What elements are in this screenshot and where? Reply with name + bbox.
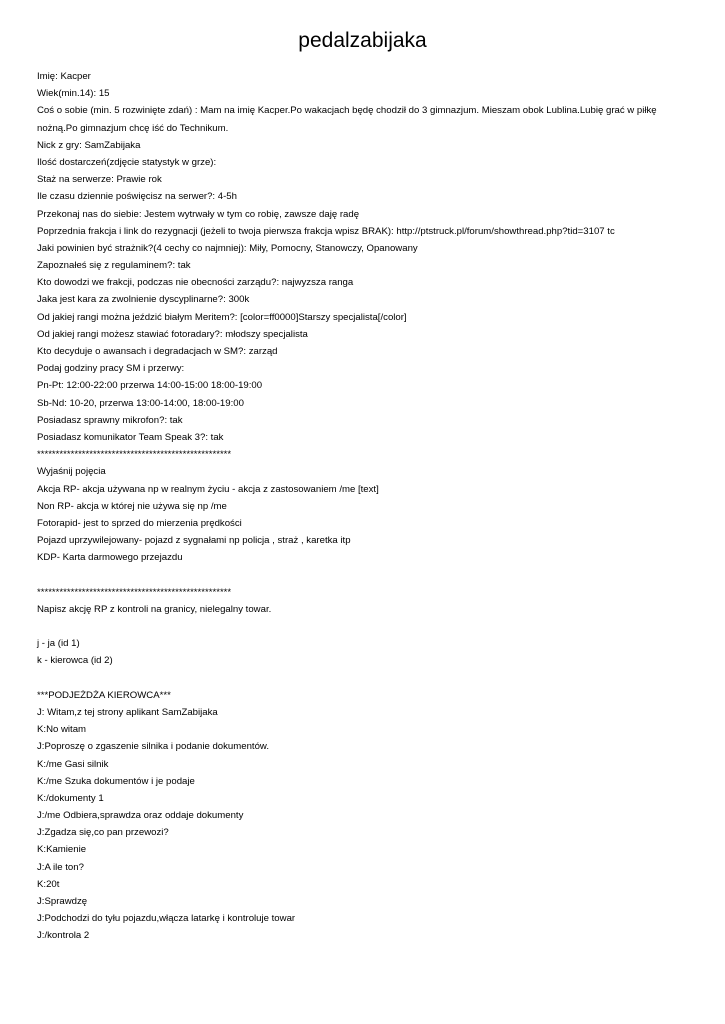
text-line: Coś o sobie (min. 5 rozwinięte zdań) : Mam na imię Kacper.Po wakacjach będę chodził do 3 gimnazjum. Mieszam obok Lublina.Lubię grać w piłkę bbox=[37, 105, 657, 117]
text-line: Imię: Kacper bbox=[37, 71, 91, 82]
text-line: Kto dowodzi we frakcji, podczas nie obecności zarządu?: najwyzsza ranga bbox=[37, 277, 354, 289]
text-line: Od jakiej rangi możesz stawiać fotoradary?: młodszy specjalista bbox=[37, 328, 308, 340]
text-line: K:No witam bbox=[37, 724, 87, 736]
text-line: nożną.Po gimnazjum chcę iść do Technikum. bbox=[37, 122, 229, 134]
text-line: Od jakiej rangi można jeździć białym Meritem?: [color=ff0000]Starszy specjalista[/color] bbox=[37, 311, 407, 323]
text-line: Podaj godziny pracy SM i przerwy: bbox=[37, 363, 185, 375]
text-line: ***PODJEŻDŻA KIEROWCA*** bbox=[37, 689, 171, 701]
text-line: Non RP- akcja w której nie używa się np /me bbox=[37, 500, 227, 512]
text-line: K:/me Szuka dokumentów i je podaje bbox=[37, 775, 195, 787]
text-line: J:Zgadza się,co pan przewozi? bbox=[37, 827, 169, 839]
text-line: J:A ile ton? bbox=[37, 861, 84, 873]
text-line: Napisz akcję RP z kontroli na granicy, nielegalny towar. bbox=[37, 603, 272, 615]
text-line: Wiek(min.14): 15 bbox=[37, 88, 110, 100]
text-line: Pojazd uprzywilejowany- pojazd z sygnałami np policja , straż , karetka itp bbox=[37, 535, 351, 547]
text-line: K:/me Gasi silnik bbox=[37, 758, 109, 770]
text-line: Przekonaj nas do siebie: Jestem wytrwały w tym co robię, zawsze daję radę bbox=[37, 208, 360, 220]
text-line: Zapoznałeś się z regulaminem?: tak bbox=[37, 260, 191, 272]
text-line: Akcja RP- akcja używana np w realnym życiu - akcja z zastosowaniem /me [text] bbox=[37, 483, 379, 495]
text-line: Staż na serwerze: Prawie rok bbox=[37, 174, 162, 186]
text-line: Wyjaśnij pojęcia bbox=[37, 466, 106, 478]
text-line: Poprzednia frakcja i link do rezygnacji (jeżeli to twoja pierwsza frakcja wpisz BRAK): http://ptstruck.pl/forum/showthread.php?tid=3107 tc bbox=[37, 225, 615, 237]
text-line: Fotorapid- jest to sprzed do mierzenia prędkości bbox=[37, 517, 242, 529]
text-line: J:/me Odbiera,sprawdza oraz oddaje dokumenty bbox=[37, 810, 244, 822]
text-line bbox=[37, 566, 697, 583]
text-line: j - ja (id 1) bbox=[37, 638, 80, 650]
text-line: Jaki powinien być strażnik?(4 cechy co najmniej): Miły, Pomocny, Stanowczy, Opanowany bbox=[37, 242, 418, 254]
text-line: J:Podchodzi do tyłu pojazdu,włącza latarkę i kontroluje towar bbox=[37, 913, 296, 925]
document-body bbox=[37, 68, 697, 945]
document-title: pedalzabijaka bbox=[298, 29, 427, 52]
text-line: **************************************************** bbox=[37, 449, 232, 461]
text-line: J: Witam,z tej strony aplikant SamZabijaka bbox=[37, 706, 218, 718]
text-line: Ile czasu dziennie poświęcisz na serwer?: 4-5h bbox=[37, 191, 237, 203]
text-line: J:Sprawdzę bbox=[37, 896, 88, 907]
text-line: Kto decyduje o awansach i degradacjach w SM?: zarząd bbox=[37, 346, 278, 357]
text-line: K:20t bbox=[37, 878, 60, 890]
text-line: k - kierowca (id 2) bbox=[37, 655, 113, 667]
text-line: Pn-Pt: 12:00-22:00 przerwa 14:00-15:00 18:00-19:00 bbox=[37, 380, 263, 392]
text-line: Posiadasz komunikator Team Speak 3?: tak bbox=[37, 431, 224, 443]
text-line: Posiadasz sprawny mikrofon?: tak bbox=[37, 414, 183, 426]
text-line bbox=[37, 670, 697, 687]
text-line: J:/kontrola 2 bbox=[37, 930, 90, 942]
text-line: Jaka jest kara za zwolnienie dyscyplinarne?: 300k bbox=[37, 294, 250, 306]
text-line: J:Poproszę o zgaszenie silnika i podanie dokumentów. bbox=[37, 741, 269, 753]
text-line: Nick z gry: SamZabijaka bbox=[37, 139, 141, 151]
text-line: K:Kamienie bbox=[37, 844, 87, 856]
text-line: KDP- Karta darmowego przejazdu bbox=[37, 552, 183, 564]
text-line: Sb-Nd: 10-20, przerwa 13:00-14:00, 18:00-19:00 bbox=[37, 397, 244, 409]
text-line bbox=[37, 618, 697, 635]
text-line: **************************************************** bbox=[37, 586, 232, 598]
text-line: Ilość dostarczeń(zdjęcie statystyk w grze): bbox=[37, 156, 217, 168]
text-line: K:/dokumenty 1 bbox=[37, 792, 104, 804]
